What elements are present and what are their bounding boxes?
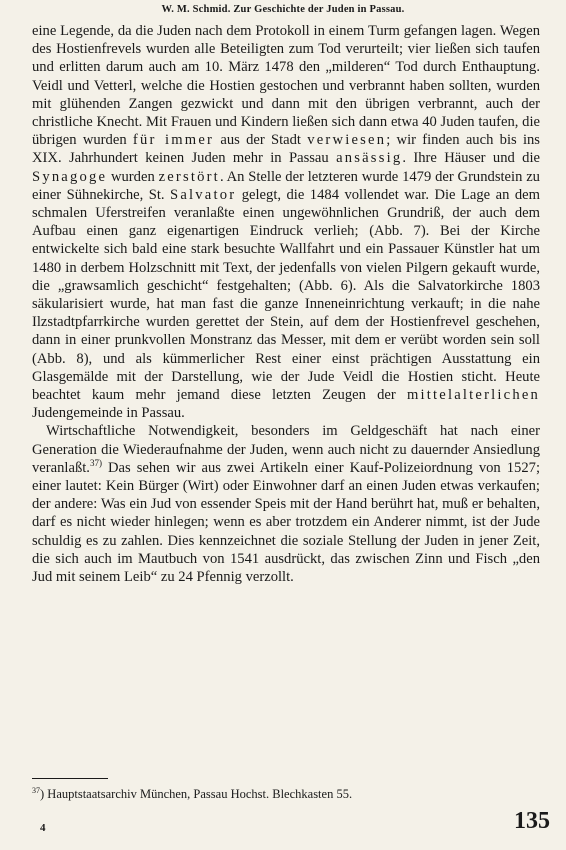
page-number: 135 (514, 808, 550, 834)
body-text (32, 22, 540, 586)
paragraph-2 (32, 422, 540, 586)
footnote-text: ) Hauptstaatsarchiv München, Passau Hochst. Blechkasten 55. (40, 787, 353, 802)
text-run: aus der Stadt (214, 132, 308, 149)
paragraph-1 (32, 22, 540, 422)
text-run: . Ihre Häuser und die (402, 150, 540, 167)
text-run: ; wir finden auch bis ins XIX. Jahrhundert keinen Juden mehr in Passau (32, 132, 540, 167)
signature-mark: 4 (40, 822, 46, 834)
spaced-emphasis: Synagoge (32, 168, 108, 185)
text-run: Wirtschaftliche Notwendigkeit, besonders im Geldgeschäft hat nach einer Generation die Wiederaufnahme der Juden, wenn auch nicht zu dauernder Ansiedlung veranlaßt. (32, 423, 540, 476)
text-run: wurden (107, 168, 159, 185)
footnote (32, 786, 540, 802)
footnote-divider (32, 778, 108, 779)
footnote-reference: 37) (89, 458, 102, 469)
spaced-emphasis: ansässig (336, 150, 403, 167)
spaced-emphasis: Salvator (170, 186, 237, 203)
text-run: . An Stelle der letzteren wurde 1479 der Grundstein zu einer Sühnekirche, St. (32, 168, 540, 203)
text-run: Das sehen wir aus zwei Artikeln einer Kauf-Polizeiordnung von 1527; einer lautet: Kein Bürger (Wirt) oder Einwohner darf an einen Juden etwas verkaufen; der andere: Was ein Jud von essender Speis mit der Hand berührt hat, muß er behalten, darf es nicht wieder hinlegen; wenn es aber trotzdem ein Anderer nimmt, ist der Jude schuldig es zu zahlen. Dies kennzeichnet die soziale Stellung der Juden in jener Zeit, die sich auch im Mautbuch von 1541 ausdrückt, das zwischen Zinn und Fisch „den Jud mit seinem Leib“ zu 24 Pfennig verzollt. (32, 459, 540, 586)
spaced-emphasis: verwiesen (307, 132, 387, 149)
text-run: Judengemeinde in Passau. (32, 405, 185, 422)
spaced-emphasis: für immer (132, 132, 215, 149)
spaced-emphasis: zerstört (158, 168, 220, 185)
text-run: gelegt, die 1484 vollendet war. Die Lage an dem schmalen Uferstreifen veranlaßte einen ungewöhnlichen Grundriß, der auch dem Aufbau einen ganz eigenartigen Eindruck verlieh; (Abb. 7). Bei der Kirche entwickelte sich bald eine stark besuchte Wallfahrt und ein Passauer Künstler hat um 1480 in derbem Holzschnitt mit Text, der jedenfalls von vielen Pilgern gekauft wurde, die „grawsamlich geschicht“ festgehalten; (Abb. 6). Als die Salvatorkirche 1803 säkularisiert wurde, hat man fast die ganze Inneneinrichtung verkauft; in die nahe Ilzstadtpfarrkirche wurden gerettet der Stein, auf dem der Hostienfrevel geschehen, dann in einer prunkvollen Monstranz das Messer, mit dem er verübt worden sein soll (Abb. 8), und als kümmerlicher Rest einer einst prächtigen Ausstattung ein Glasgemälde mit der Darstellung, wie der Jude Veidl die Hostien sticht. Heute beachtet kaum mehr jemand diese letzten Zeugen der (32, 186, 541, 404)
footnote-marker: 37 (32, 786, 40, 795)
spaced-emphasis: mittelalterlichen (406, 387, 540, 404)
text-run: eine Legende, da die Juden nach dem Protokoll in einem Turm gefangen lagen. Wegen des Hostienfrevels wurden alle Beteiligten zum Tod verurteilt; vier ließen sich taufen und erlitten darum auch am 10. März 1478 den „milderen“ Tod durch Enthauptung. Veidl und Vetterl, welche die Hostien gestochen und verbrannt haben sollten, wurden mit glühenden Zangen gezwickt und dann mit den übrigen verbrannt, auch der christliche Knecht. Mit Frauen und Kindern ließen sich dann etwa 40 Juden taufen, die übrigen wurden (32, 23, 540, 149)
running-header: W. M. Schmid. Zur Geschichte der Juden in Passau. (161, 4, 405, 15)
